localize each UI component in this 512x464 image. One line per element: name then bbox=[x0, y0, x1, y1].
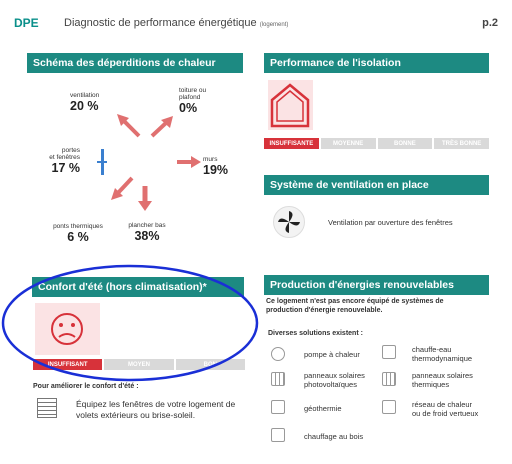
heat-network-icon bbox=[382, 400, 396, 414]
confort-scale-bon: BON bbox=[176, 359, 245, 370]
ren-item-thermiques bbox=[412, 371, 473, 389]
confort-scale-moyen: MOYEN bbox=[104, 359, 173, 370]
ren-item-bois bbox=[304, 432, 363, 441]
page-title bbox=[64, 17, 288, 29]
solutions-title: Diverses solutions existent : bbox=[268, 330, 363, 337]
isolation-scale-moyenne: MOYENNE bbox=[321, 138, 376, 149]
ventilation-label: ventilation bbox=[70, 92, 100, 99]
plancher-pct: 38% bbox=[134, 229, 160, 243]
ren-item-reseau-l2: ou de froid vertueux bbox=[412, 409, 479, 418]
ren-item-bois-l1: chauffage au bois bbox=[304, 432, 364, 441]
page-title-text: Diagnostic de performance énergétique bbox=[64, 17, 257, 29]
toiture-pct: 0% bbox=[179, 101, 198, 115]
section-confort-title: Confort d'été (hors climatisation)* bbox=[32, 277, 244, 297]
plancher-block bbox=[125, 222, 169, 243]
ponts-pct: 6 % bbox=[67, 230, 89, 244]
isolation-scale-bonne: BONNE bbox=[378, 138, 433, 149]
arrow-murs-icon bbox=[177, 156, 201, 168]
ren-item-reseau-l1: réseau de chaleur bbox=[412, 400, 473, 409]
section-isolation-title: Performance de l'isolation bbox=[264, 53, 489, 73]
murs-block bbox=[203, 156, 228, 177]
fenetres-label: et fenêtres bbox=[49, 154, 80, 161]
ventilation-block bbox=[70, 92, 99, 113]
plafond-label: plafond bbox=[179, 94, 201, 101]
murs-label: murs bbox=[203, 156, 218, 163]
solar-thermal-icon bbox=[382, 372, 396, 386]
section-ventilation-title: Système de ventilation en place bbox=[264, 175, 489, 195]
ventilation-pct: 20 % bbox=[70, 99, 99, 113]
isolation-house-box bbox=[268, 80, 313, 130]
dpe-label: DPE bbox=[14, 16, 39, 30]
toiture-label: toiture ou bbox=[179, 87, 207, 94]
arrow-plancher-icon bbox=[138, 186, 152, 211]
heat-pump-icon bbox=[271, 347, 285, 361]
ren-item-reseau bbox=[412, 400, 478, 418]
ren-item-pv-l2: photovoltaïques bbox=[304, 380, 357, 389]
arrow-ventilation-icon bbox=[117, 114, 139, 136]
wood-heating-icon bbox=[271, 428, 285, 442]
ren-item-pompe bbox=[304, 350, 360, 359]
renouvelables-intro-line2: production d'énergie renouvelable. bbox=[266, 307, 383, 314]
confort-improve-line1: Équipez les fenêtres de votre logement de bbox=[76, 399, 236, 409]
ren-item-geo-l1: géothermie bbox=[304, 404, 342, 413]
ponts-label: ponts thermiques bbox=[53, 223, 103, 230]
shutter-icon bbox=[37, 398, 57, 418]
ren-item-chauffe-eau bbox=[412, 345, 472, 363]
confort-improve-text bbox=[76, 399, 235, 421]
confort-scale-insuffisant: INSUFFISANT bbox=[33, 359, 102, 370]
ren-item-pv-l1: panneaux solaires bbox=[304, 371, 365, 380]
arrow-ponts-icon bbox=[111, 178, 132, 200]
ren-item-thermiques-l2: thermiques bbox=[412, 380, 450, 389]
solar-pv-icon bbox=[271, 372, 285, 386]
confort-improve-line2: volets extérieurs ou brise-soleil. bbox=[76, 410, 196, 420]
fan-icon bbox=[273, 206, 305, 238]
ren-item-chauffe-eau-l1: chauffe-eau bbox=[412, 345, 452, 354]
geothermal-icon bbox=[271, 400, 285, 414]
ren-item-pompe-l1: pompe à chaleur bbox=[304, 350, 360, 359]
confort-improve-title: Pour améliorer le confort d'été : bbox=[33, 383, 139, 390]
isolation-scale-insuffisante: INSUFFISANTE bbox=[264, 138, 319, 149]
portes-label: portes bbox=[61, 147, 80, 154]
isolation-scale bbox=[264, 138, 489, 149]
renouvelables-intro-line1: Ce logement n'est pas encore équipé de systèmes de bbox=[266, 298, 444, 305]
section-deperditions-title: Schéma des déperditions de chaleur bbox=[27, 53, 243, 73]
portes-block bbox=[46, 147, 80, 175]
section-renouvelables-title: Production d'énergies renouvelables bbox=[264, 275, 489, 295]
ren-item-thermiques-l1: panneaux solaires bbox=[412, 371, 473, 380]
ren-item-pv bbox=[304, 371, 365, 389]
ventilation-text: Ventilation par ouverture des fenêtres bbox=[328, 218, 453, 227]
page-number: p.2 bbox=[482, 17, 498, 29]
water-heater-icon bbox=[382, 345, 396, 359]
annotation-ellipse bbox=[0, 262, 262, 386]
murs-pct: 19% bbox=[203, 163, 229, 177]
ren-item-chauffe-eau-l2: thermodynamique bbox=[412, 354, 473, 363]
arrow-toiture-icon bbox=[152, 116, 173, 136]
house-icon bbox=[268, 80, 313, 130]
plancher-label: plancher bas bbox=[128, 222, 166, 229]
ponts-block bbox=[48, 223, 108, 244]
toiture-block bbox=[179, 87, 206, 115]
ren-item-geo bbox=[304, 404, 342, 413]
isolation-scale-tres-bonne: TRÈS BONNE bbox=[434, 138, 489, 149]
page-title-note: (logement) bbox=[259, 22, 289, 28]
renouvelables-intro bbox=[266, 297, 444, 315]
portes-pct: 17 % bbox=[51, 161, 80, 175]
